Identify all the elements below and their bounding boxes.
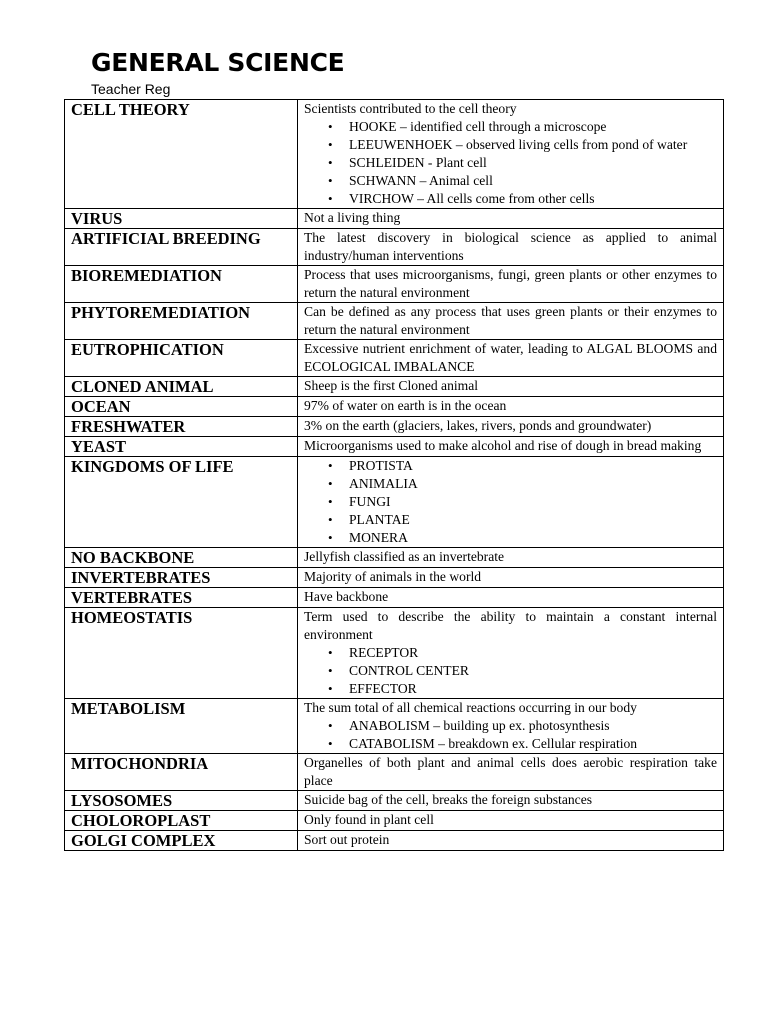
definition-text: Not a living thing [304, 210, 401, 225]
definition-text: Suicide bag of the cell, breaks the foreign substances [304, 792, 593, 807]
term-cell: CHOLOROPLAST [65, 811, 298, 831]
bullet-item: • VIRCHOW – All cells come from other cells [349, 190, 717, 208]
table-row [65, 831, 724, 851]
table-row [65, 266, 724, 303]
term-cell: GOLGI COMPLEX [65, 831, 298, 851]
definition-cell [298, 340, 724, 377]
definition-text: Process that uses microorganisms, fungi, green plants or other enzymes to return the natural environment [304, 267, 717, 300]
definition-cell [298, 266, 724, 303]
definition-text: The latest discovery in biological science as applied to animal industry/human interventions [304, 230, 717, 263]
definition-cell [298, 397, 724, 417]
table-row [65, 100, 724, 209]
definition-cell [298, 699, 724, 754]
definition-text: Excessive nutrient enrichment of water, leading to ALGAL BLOOMS and ECOLOGICAL IMBALANCE [304, 341, 717, 374]
table-row [65, 457, 724, 548]
definition-cell [298, 209, 724, 229]
definition-cell [298, 303, 724, 340]
definition-text: 97% of water on earth is in the ocean [304, 398, 507, 413]
science-terms-table-body [65, 100, 724, 851]
term-cell: FRESHWATER [65, 417, 298, 437]
definition-cell [298, 608, 724, 699]
term-cell: KINGDOMS OF LIFE [65, 457, 298, 548]
table-row [65, 548, 724, 568]
page-subtitle: Teacher Reg [91, 81, 171, 97]
table-row [65, 377, 724, 397]
definition-text: Sort out protein [304, 832, 390, 847]
table-row [65, 608, 724, 699]
table-row [65, 417, 724, 437]
bullet-item: • HOOKE – identified cell through a microscope [349, 118, 717, 136]
table-row [65, 811, 724, 831]
term-cell: CLONED ANIMAL [65, 377, 298, 397]
bullet-item: • EFFECTOR [349, 680, 717, 698]
bullet-item: • FUNGI [349, 493, 717, 511]
bullet-list [304, 644, 717, 698]
definition-cell [298, 437, 724, 457]
page-title: GENERAL SCIENCE [91, 48, 345, 77]
definition-cell [298, 417, 724, 437]
term-cell: EUTROPHICATION [65, 340, 298, 377]
definition-cell [298, 100, 724, 209]
bullet-list [304, 118, 717, 208]
table-row [65, 754, 724, 791]
term-cell: INVERTEBRATES [65, 568, 298, 588]
bullet-list [304, 457, 717, 547]
table-row [65, 209, 724, 229]
bullet-item: • SCHLEIDEN - Plant cell [349, 154, 717, 172]
bullet-item: • ANIMALIA [349, 475, 717, 493]
definition-text: Have backbone [304, 589, 389, 604]
definition-text: Majority of animals in the world [304, 569, 482, 584]
definition-text: Organelles of both plant and animal cells does aerobic respiration take place [304, 755, 717, 788]
table-row [65, 699, 724, 754]
definition-text: Jellyfish classified as an invertebrate [304, 549, 505, 564]
definition-cell [298, 811, 724, 831]
term-cell: OCEAN [65, 397, 298, 417]
term-cell: ARTIFICIAL BREEDING [65, 229, 298, 266]
definition-cell [298, 568, 724, 588]
term-cell: CELL THEORY [65, 100, 298, 209]
definition-cell [298, 377, 724, 397]
table-row [65, 397, 724, 417]
term-cell: MITOCHONDRIA [65, 754, 298, 791]
term-cell: METABOLISM [65, 699, 298, 754]
bullet-list [304, 717, 717, 753]
bullet-item: • MONERA [349, 529, 717, 547]
table-row [65, 437, 724, 457]
bullet-item: • PROTISTA [349, 457, 717, 475]
definition-cell [298, 457, 724, 548]
definition-cell [298, 229, 724, 266]
bullet-item: • CATABOLISM – breakdown ex. Cellular respiration [349, 735, 717, 753]
definition-text: Term used to describe the ability to maintain a constant internal environment [304, 609, 717, 642]
table-row [65, 588, 724, 608]
table-row [65, 568, 724, 588]
term-cell: YEAST [65, 437, 298, 457]
bullet-item: • LEEUWENHOEK – observed living cells from pond of water [349, 136, 717, 154]
definition-cell [298, 754, 724, 791]
term-cell: VIRUS [65, 209, 298, 229]
definition-text: Sheep is the first Cloned animal [304, 378, 479, 393]
table-row [65, 303, 724, 340]
definition-cell [298, 588, 724, 608]
table-row [65, 791, 724, 811]
term-cell: HOMEOSTATIS [65, 608, 298, 699]
term-cell: NO BACKBONE [65, 548, 298, 568]
bullet-item: • CONTROL CENTER [349, 662, 717, 680]
bullet-item: • SCHWANN – Animal cell [349, 172, 717, 190]
term-cell: BIOREMEDIATION [65, 266, 298, 303]
definition-text: The sum total of all chemical reactions occurring in our body [304, 700, 637, 715]
table-row [65, 229, 724, 266]
definition-text: Can be defined as any process that uses green plants or their enzymes to return the natural environment [304, 304, 717, 337]
definition-text: 3% on the earth (glaciers, lakes, rivers, ponds and groundwater) [304, 418, 652, 433]
bullet-item: • RECEPTOR [349, 644, 717, 662]
term-cell: LYSOSOMES [65, 791, 298, 811]
definition-cell [298, 548, 724, 568]
bullet-item: • PLANTAE [349, 511, 717, 529]
definition-text: Only found in plant cell [304, 812, 434, 827]
bullet-item: • ANABOLISM – building up ex. photosynthesis [349, 717, 717, 735]
science-terms-table [64, 99, 724, 851]
table-row [65, 340, 724, 377]
definition-text: Microorganisms used to make alcohol and rise of dough in bread making [304, 438, 702, 453]
definition-cell [298, 831, 724, 851]
definition-cell [298, 791, 724, 811]
definition-text: Scientists contributed to the cell theory [304, 101, 517, 116]
term-cell: PHYTOREMEDIATION [65, 303, 298, 340]
term-cell: VERTEBRATES [65, 588, 298, 608]
